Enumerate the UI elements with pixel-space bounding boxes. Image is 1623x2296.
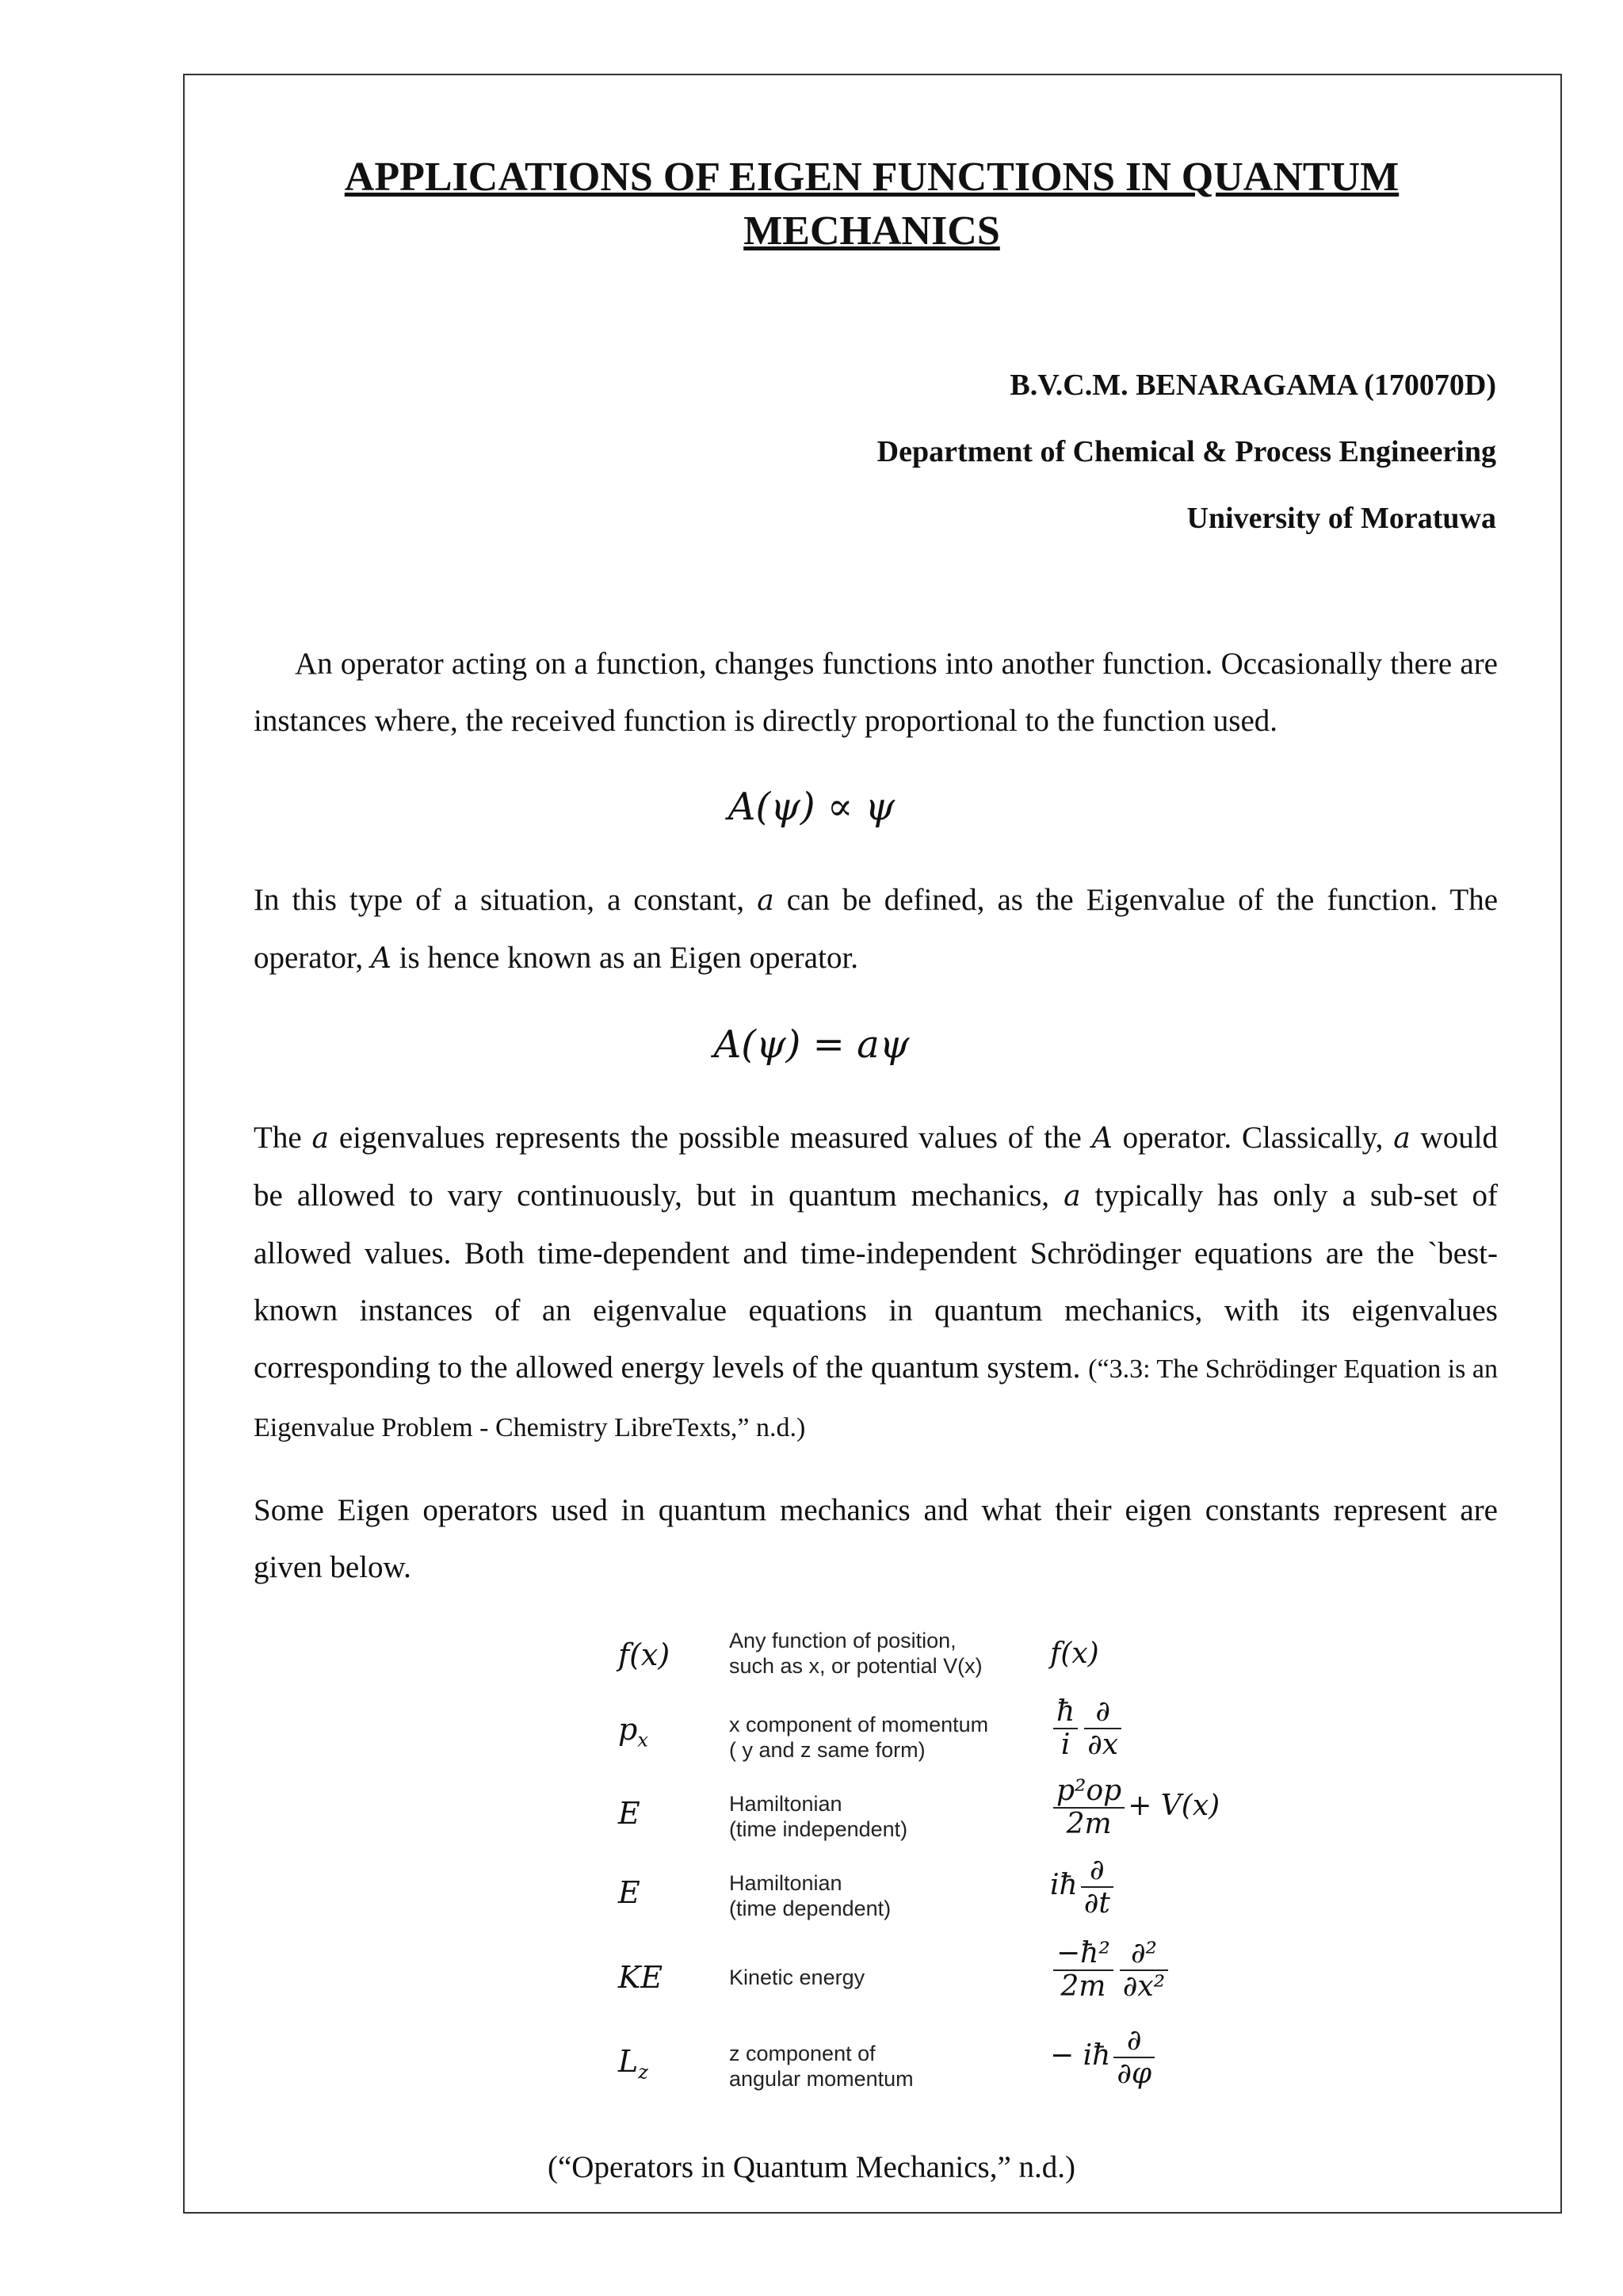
operator-expression: iħ $\frac{\partial}{\partial t}$ (1050, 1855, 1117, 1920)
operator-symbol: $p_x$ (618, 1712, 648, 1752)
operator-symbol: $L_z$ (618, 2044, 648, 2084)
operator-description: Hamiltonian (time independent) (729, 1792, 908, 1841)
paper-title (230, 151, 1514, 258)
title-line-1: APPLICATIONS OF EIGEN FUNCTIONS IN QUANTUM (344, 155, 1400, 200)
operator-description: Hamiltonian (time dependent) (729, 1871, 892, 1920)
operator-description: Kinetic energy (729, 1966, 865, 1989)
symbol-A: A (1091, 1122, 1113, 1155)
operator-expression: $\frac{\text{p²op}}{2m}$ + V(x) (1050, 1775, 1220, 1840)
paragraph-2: In this type of a situation, a constant, a can be defined, as the Eigenvalue of the function. The operator, A is hence known as an Eigen operator. (254, 883, 1499, 975)
operator-description: z component of angular momentum (729, 2042, 914, 2091)
operator-description: Any function of position, such as x, or potential V(x) (729, 1629, 983, 1678)
operator-symbol: f(x) (618, 1637, 670, 1672)
title-line-2: MECHANICS (743, 208, 1000, 254)
operator-description: x component of momentum ( y and z same form) (729, 1713, 989, 1762)
equation-eigen: A(ψ) = aψ (713, 1022, 910, 1067)
author-name: B.V.C.M. BENARAGAMA (170070D) (1010, 369, 1496, 402)
operator-expression: $\frac{ħ}{i}$ $\frac{\partial}{\partial x}$ (1050, 1696, 1125, 1761)
operator-symbol: E (618, 1875, 640, 1910)
operator-expression: $\frac{\text{−ħ²}}{2m}$ $\frac{\text{∂²}}{\text{∂x²}}$ (1050, 1938, 1171, 2003)
operator-symbol: KE (618, 1960, 663, 1995)
citation-libretexts: (“3.3: The Schrödinger Equation is an Eigenvalue Problem - Chemistry LibreTexts,” n.d.) (254, 1354, 1498, 1442)
symbol-a: a (1393, 1122, 1411, 1155)
operator-expression: f(x) (1050, 1637, 1099, 1670)
symbol-A: A (370, 942, 391, 975)
symbol-a: a (757, 884, 774, 917)
author-department: Department of Chemical & Process Engineering (876, 435, 1496, 468)
paragraph-1: An operator acting on a function, changes functions into another function. Occasionally there are instances where, the received function is directly proportional to the function used. (254, 647, 1498, 738)
operator-expression: − iħ $\frac{\partial}{\partial\varphi}$ (1050, 2025, 1158, 2090)
author-university: University of Moratuwa (1186, 502, 1496, 535)
equation-proportional: A(ψ) ∝ ψ (727, 785, 896, 829)
operator-symbol: E (618, 1796, 640, 1831)
symbol-a: a (1064, 1180, 1081, 1213)
paragraph-4: Some Eigen operators used in quantum mechanics and what their eigen constants represent are given below. (254, 1493, 1498, 1584)
citation-operators: (“Operators in Quantum Mechanics,” n.d.) (547, 2150, 1076, 2184)
paragraph-3: The a eigenvalues represents the possible measured values of the A operator. Classically, a would be allowed to vary continuously, but in quantum mechanics, a typically has only a sub-set of allowed values. Both time-dependent and time-independent Schrödinger equations are the `best-known instances of an eigenvalue equations in quantum mechanics, with its eigenvalues corresponding to the allowed energy levels of the quantum system. (“3.3: The Schrödinger Equation is an Eigenvalue Problem - Chemistry LibreTexts,” n.d.) (254, 1121, 1499, 1442)
symbol-a: a (311, 1122, 329, 1155)
